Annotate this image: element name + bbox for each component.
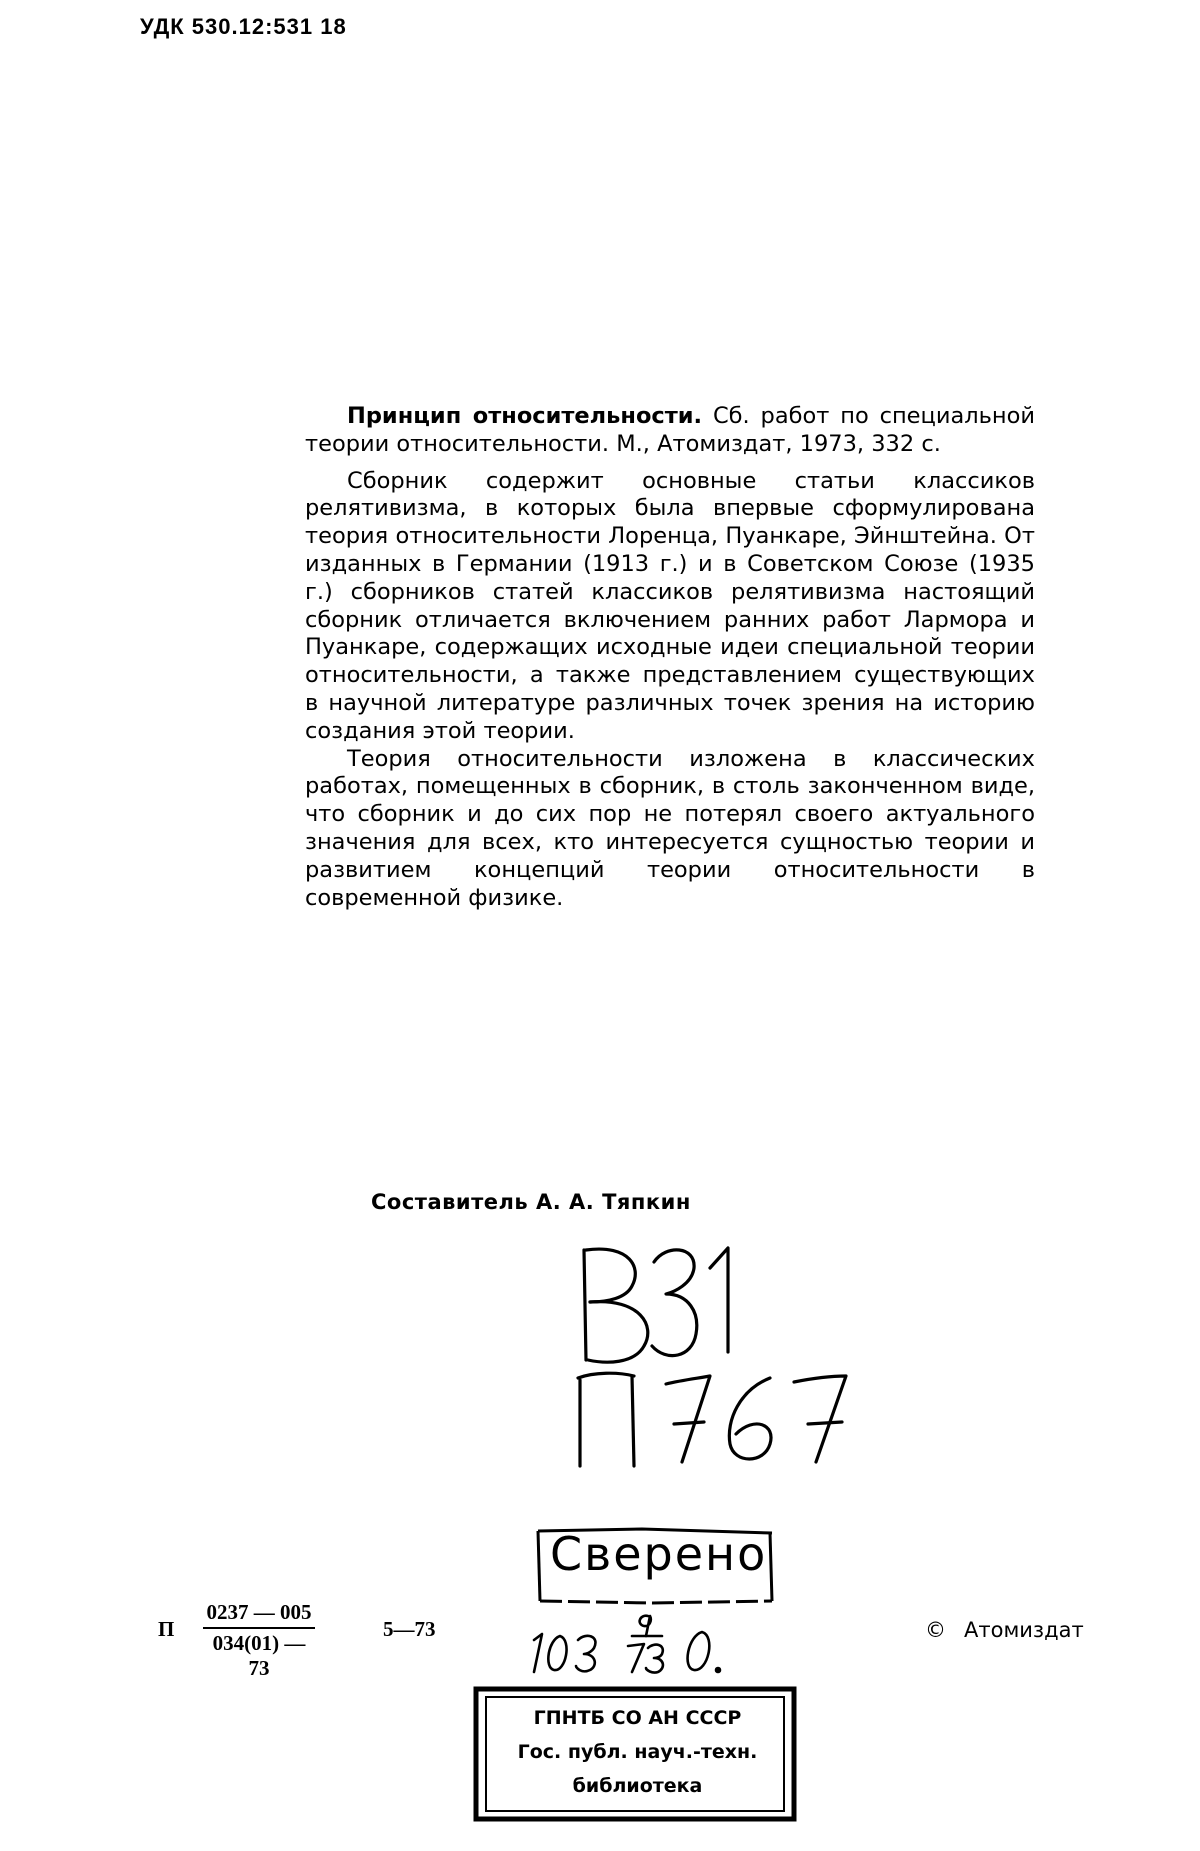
publisher-index xyxy=(158,1600,458,1680)
shelfmark-glyph xyxy=(588,1302,648,1363)
library-stamp-line: ГПНТБ СО АН СССР xyxy=(533,1707,742,1729)
shelfmark-glyph xyxy=(632,1376,634,1466)
handwritten-inventory-number xyxy=(520,1610,740,1680)
publisher-index-fraction xyxy=(203,1600,315,1681)
shelfmark-glyph xyxy=(666,1376,710,1462)
shelfmark-glyph xyxy=(578,1373,634,1378)
inventory-glyph xyxy=(688,1632,710,1670)
copyright-publisher: Атомиздат xyxy=(964,1618,1084,1642)
shelfmark-glyph xyxy=(710,1248,728,1352)
shelfmark-glyph xyxy=(584,1250,586,1360)
publisher-index-denominator: 034(01) — 73 xyxy=(212,1631,306,1680)
library-stamp-line: библиотека xyxy=(572,1775,703,1797)
copyright-notice xyxy=(925,1618,1084,1642)
publisher-index-numerator: 0237 — 005 xyxy=(203,1600,315,1629)
shelfmark-glyph xyxy=(729,1378,771,1459)
annotation-block xyxy=(305,403,1035,912)
shelfmark-glyph xyxy=(652,1250,697,1356)
checked-stamp-text: Сверено xyxy=(550,1527,768,1581)
library-stamp xyxy=(470,1683,800,1825)
shelfmark-glyph xyxy=(808,1422,842,1424)
inventory-glyph xyxy=(716,1668,720,1672)
checked-stamp xyxy=(532,1525,777,1607)
publisher-index-year: 5—73 xyxy=(383,1617,436,1641)
inventory-glyph xyxy=(576,1636,595,1672)
shelfmark-glyph xyxy=(586,1249,635,1302)
library-stamp-line: Гос. публ. науч.-техн. xyxy=(517,1741,758,1763)
inventory-glyph xyxy=(534,1634,542,1672)
compiler-credit: Составитель А. А. Тяпкин xyxy=(371,1190,691,1214)
inventory-glyph xyxy=(548,1636,566,1670)
library-stamp-text xyxy=(510,1701,765,1803)
handwritten-shelfmark xyxy=(570,1240,890,1470)
publisher-index-letter: П xyxy=(158,1617,175,1641)
book-title: Принцип относительности. xyxy=(347,403,703,429)
inventory-glyph xyxy=(646,1645,663,1673)
annotation-paragraph: Теория относительности изложена в классических работах, помещенных в сборник, в столь законченном виде, что сборник и до сих пор не потерял своего актуального значения для всех, кто интересуется сущностью теории и развитием концепций теории относительности в современной физике. xyxy=(305,745,1035,911)
shelfmark-glyph xyxy=(794,1376,846,1462)
udk-code: УДК 530.12:531 18 xyxy=(140,14,347,39)
bibliographic-entry xyxy=(305,403,1035,459)
annotation-paragraph: Сборник содержит основные статьи классиков релятивизма, в которых была впервые сформулирована теория относительности Лоренца, Пуанкаре, Эйнштейна. От изданных в Германии (1913 г.) и в Советском Союзе (1935 г.) сборников статей классиков релятивизма настоящий сборник отличается включением ранних работ Лармора и Пуанкаре, содержащих исходные идеи специальной теории относительности, а также представлением существующих в научной литературе различных точек зрения на историю создания этой теории. xyxy=(305,467,1035,744)
bibliographic-details: Сб. работ по специальной теории относительности. М., Атомиздат, 1973, 332 с. xyxy=(305,403,1035,457)
inventory-glyph xyxy=(640,1616,651,1636)
inventory-glyph xyxy=(628,1644,644,1672)
copyright-symbol: © xyxy=(925,1618,946,1642)
shelfmark-glyph xyxy=(674,1422,704,1424)
